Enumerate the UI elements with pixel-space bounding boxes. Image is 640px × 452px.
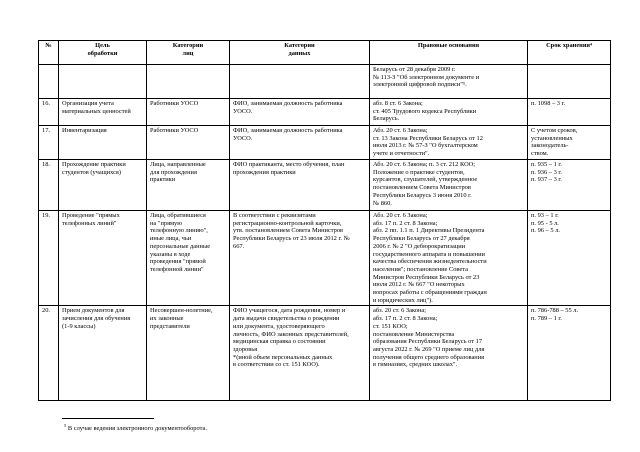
cell-retention-period xyxy=(528,65,611,99)
cell-line: зачисления для обучения xyxy=(62,315,131,323)
cell-data-categories xyxy=(230,306,370,401)
cell-line: медицинская справка о состоянии xyxy=(233,338,326,346)
cell-line: телефонную линию", xyxy=(150,227,208,235)
table-row xyxy=(39,65,611,99)
cell-line: указаны в ходе xyxy=(150,250,191,258)
cell-line: иные лица, чьи xyxy=(150,235,192,243)
cell-line: в гимназиях, средних школах". xyxy=(373,361,458,369)
cell-purpose xyxy=(59,65,147,99)
cell-line: Правовые основания xyxy=(417,42,480,49)
table-row xyxy=(39,306,611,401)
cell-person-categories xyxy=(147,65,230,99)
cell-line: качества обеспечения жизнедеятельности xyxy=(373,258,487,266)
cell-line: УОСО. xyxy=(233,134,253,142)
cell-line: телефонных линий" xyxy=(62,219,117,227)
cell-data-categories xyxy=(230,211,370,306)
cell-line: п. 789 – 1 г. xyxy=(531,315,562,323)
header-retention-period xyxy=(528,41,611,65)
cell-line: п. 786-788 – 55 л. xyxy=(531,307,579,315)
cell-line: абз. 17 п. 2 ст. 8 Закона; xyxy=(373,315,438,323)
cell-line: ством. xyxy=(531,150,549,158)
cell-number xyxy=(39,306,59,401)
cell-legal-basis xyxy=(370,126,528,160)
cell-line: С учетом сроков, xyxy=(531,127,578,134)
cell-line: п. 937 – 3 г. xyxy=(531,176,562,184)
cell-line: личность, ФИО законных представителей, xyxy=(233,330,349,338)
cell-purpose xyxy=(59,211,147,306)
cell-line: законодатель- xyxy=(531,142,569,150)
cell-line: 19. xyxy=(42,212,50,219)
cell-legal-basis xyxy=(370,160,528,211)
cell-line: № xyxy=(45,42,52,49)
cell-legal-basis xyxy=(370,306,528,401)
cell-line: телефонной линии" xyxy=(150,265,204,273)
cell-line: УОСО. xyxy=(233,107,253,115)
cell-line: Работники УОСО xyxy=(150,127,199,134)
cell-line: Категории xyxy=(284,42,315,49)
cell-line: Республики Беларусь от 23 июля 2012 г. № xyxy=(233,235,350,243)
cell-line: государственного аппарата и повышении xyxy=(373,250,485,258)
cell-retention-period xyxy=(528,160,611,211)
cell-line: п. 96 – 5 л. xyxy=(531,227,560,235)
cell-retention-period xyxy=(528,306,611,401)
table-row xyxy=(39,99,611,126)
cell-line: получения общего среднего образования xyxy=(373,353,485,361)
cell-line: 18. xyxy=(42,161,50,168)
cell-line: Лица, направленные xyxy=(150,161,206,168)
cell-purpose xyxy=(59,126,147,160)
cell-line: на "прямую xyxy=(150,219,183,227)
cell-line: проведения "прямой xyxy=(150,258,206,266)
footnote-text: В случае ведения электронного документооборота. xyxy=(66,425,207,432)
cell-number xyxy=(39,99,59,126)
cell-line: студентов (учащихся) xyxy=(62,168,121,176)
cell-line: населения"; постановление Совета xyxy=(373,265,468,273)
cell-line: июля 2013 г. № 57-З "О бухгалтерском xyxy=(373,142,478,150)
cell-line: Организация учета xyxy=(62,100,114,107)
cell-line: учете и отчетности". xyxy=(373,150,430,158)
cell-line: п. 1098 – 3 г. xyxy=(531,100,566,107)
cell-line: представители xyxy=(150,322,190,330)
cell-line: В соответствии с реквизитами xyxy=(233,212,316,219)
cell-number xyxy=(39,126,59,160)
cell-line: ФИО практиканта, место обучения, план xyxy=(233,161,345,168)
cell-line: п. 95 - 5 л. xyxy=(531,219,559,227)
cell-line: Цель xyxy=(95,42,110,49)
cell-line: Проведение "прямых xyxy=(62,212,120,219)
cell-line: постановлением Совета Министров xyxy=(373,184,471,192)
cell-line: Инвентаризация xyxy=(62,127,107,134)
cell-legal-basis xyxy=(370,211,528,306)
cell-line: прохождения практики xyxy=(233,168,296,176)
cell-person-categories xyxy=(147,211,230,306)
cell-line: 667. xyxy=(233,242,245,250)
data-processing-table xyxy=(38,40,611,401)
cell-data-categories xyxy=(230,65,370,99)
cell-line: электронной цифровой подписи"⁵. xyxy=(373,81,467,89)
cell-line: Положение о практике студентов, xyxy=(373,168,465,176)
cell-line: Категории xyxy=(172,42,204,49)
cell-line: Республики Беларусь от 27 декабря xyxy=(373,235,470,243)
cell-line: п. 93 – 1 г. xyxy=(531,212,559,219)
header-person-categories xyxy=(147,41,230,65)
cell-line: (1-9 классы) xyxy=(62,322,96,330)
cell-line: материальных ценностей xyxy=(62,107,131,115)
cell-line: Несовершен-нолетние, xyxy=(150,307,213,315)
cell-line: ФИО, занимаемая должность работника xyxy=(233,100,343,107)
cell-number xyxy=(39,211,59,306)
cell-line: здоровья xyxy=(233,345,258,353)
cell-line: дата выдачи свидетельства о рождении xyxy=(233,315,340,323)
cell-line: для прохождения xyxy=(150,168,197,176)
cell-line: 20. xyxy=(42,307,50,315)
cell-purpose xyxy=(59,160,147,211)
cell-line: Прохождение практики xyxy=(62,161,126,168)
header-data-categories xyxy=(230,41,370,65)
cell-line: утв. постановлением Совета Министров xyxy=(233,227,344,235)
cell-line: Министров Республики Беларусь от 23 xyxy=(373,273,480,281)
cell-line: ст. 151 КОО; xyxy=(373,322,408,330)
table-header-row xyxy=(39,41,611,65)
cell-line: Беларусь. xyxy=(373,115,400,123)
footnote-divider xyxy=(62,418,154,419)
header-legal-basis xyxy=(370,41,528,65)
cell-retention-period xyxy=(528,99,611,126)
table-row xyxy=(39,211,611,306)
header-number xyxy=(39,41,59,65)
header-purpose xyxy=(59,41,147,65)
cell-line: 2006 г. № 2 "О дебюрократизации xyxy=(373,242,466,250)
cell-line: лиц xyxy=(182,49,194,57)
cell-purpose xyxy=(59,99,147,126)
cell-line: обработки xyxy=(87,49,118,57)
cell-line: персональные данные xyxy=(150,242,211,250)
cell-purpose xyxy=(59,306,147,401)
cell-line: практики xyxy=(150,176,176,184)
cell-retention-period xyxy=(528,126,611,160)
cell-line: Абз. 20 ст. 6 Закона; п. 3 ст. 212 КОО; xyxy=(373,161,476,168)
cell-data-categories xyxy=(230,126,370,160)
cell-line: Республики Беларусь 3 июня 2010 г. xyxy=(373,191,472,199)
cell-line: № 860. xyxy=(373,199,392,207)
cell-line: ФИО учащегося, дата рождения, номер и xyxy=(233,307,346,315)
cell-legal-basis xyxy=(370,99,528,126)
cell-person-categories xyxy=(147,160,230,211)
cell-line: Беларусь от 28 декабря 2009 г. xyxy=(373,66,456,73)
cell-line: Работники УОСО xyxy=(150,100,199,107)
table-row xyxy=(39,126,611,160)
cell-line: курсантов, слушателей, утвержденное xyxy=(373,176,478,184)
cell-line: 16. xyxy=(42,100,50,107)
cell-line: п. 935 – 1 г. xyxy=(531,161,562,168)
cell-line: в соответствии со ст. 151 КОО). xyxy=(233,361,320,369)
cell-person-categories xyxy=(147,306,230,401)
cell-number xyxy=(39,160,59,211)
cell-data-categories xyxy=(230,160,370,211)
cell-line: абз. 2 пп. 1.1 п. 1 Директивы Президента xyxy=(373,227,485,235)
cell-line: ФИО, занимаемая должность работника xyxy=(233,127,343,134)
cell-line: образования Республики Беларусь от 17 xyxy=(373,338,483,346)
table-row xyxy=(39,160,611,211)
cell-line: 17. xyxy=(42,127,50,134)
cell-person-categories xyxy=(147,126,230,160)
cell-line: ст. 405 Трудового кодекса Республики xyxy=(373,107,477,115)
footnote xyxy=(64,422,207,433)
cell-line: данных xyxy=(288,49,311,57)
cell-line: и юридических лиц"). xyxy=(373,296,433,304)
cell-line: абз. 17 п. 2 ст. 8 Закона; xyxy=(373,219,438,227)
footnote-marker: 5 xyxy=(64,423,67,428)
cell-line: или документа, удостоверяющего xyxy=(233,322,325,330)
cell-retention-period xyxy=(528,211,611,306)
table-body xyxy=(39,65,611,401)
cell-person-categories xyxy=(147,99,230,126)
cell-line: абз. 8 ст. 6 Закона; xyxy=(373,100,423,107)
cell-line: установленных xyxy=(531,134,573,142)
cell-line: Срок хранения⁴ xyxy=(546,42,592,49)
cell-line: июля 2012 г. № 667 "О некоторых xyxy=(373,281,465,289)
cell-line: их законные xyxy=(150,315,184,323)
cell-line: регистрационно-контрольной карточки, xyxy=(233,219,342,227)
cell-line: Абз. 20 ст. 6 Закона; xyxy=(373,127,428,134)
cell-line: августа 2022 г. № 269 "О приеме лиц для xyxy=(373,345,485,353)
cell-legal-basis xyxy=(370,65,528,99)
cell-line: Прием документов для xyxy=(62,307,125,315)
cell-line: ст. 13 Закона Республики Беларусь от 12 xyxy=(373,134,483,142)
cell-line: постановление Министерства xyxy=(373,330,455,338)
cell-line: *(иной объем персональных данных xyxy=(233,353,333,361)
cell-line: Лица, обратившиеся xyxy=(150,212,206,219)
cell-line: Абз. 20 ст. 6 Закона; xyxy=(373,212,428,219)
cell-line: абз. 20 ст. 6 Закона; xyxy=(373,307,426,315)
cell-line: № 113-З "Об электронном документе и xyxy=(373,73,480,81)
cell-line: п. 936 – 3 г. xyxy=(531,168,562,176)
cell-number xyxy=(39,65,59,99)
cell-line: вопросах работы с обращениями граждан xyxy=(373,289,487,297)
cell-data-categories xyxy=(230,99,370,126)
